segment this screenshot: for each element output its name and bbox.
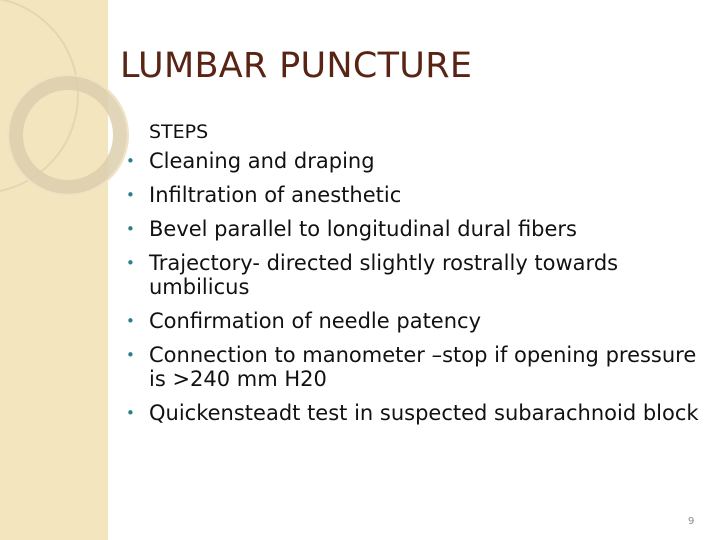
slide-title: LUMBAR PUNCTURE: [120, 46, 473, 86]
bullet-dot-icon: •: [126, 152, 135, 170]
bullet-dot-icon: •: [126, 186, 135, 204]
bullet-text: Connection to manometer –stop if opening pressure is >240 mm H20: [149, 343, 697, 391]
bullet-list: [126, 149, 706, 425]
page-number: 9: [688, 516, 695, 527]
bullet-dot-icon: •: [126, 254, 135, 272]
bullet-dot-icon: •: [126, 346, 135, 364]
bullet-text: Trajectory- directed slightly rostrally towards umbilicus: [149, 251, 619, 299]
bullet-dot-icon: •: [126, 312, 135, 330]
bullet-item: [126, 217, 706, 241]
bullet-text: Confirmation of needle patency: [149, 309, 482, 333]
bullet-item: [126, 183, 706, 207]
section-subheading: STEPS: [149, 121, 209, 143]
bullet-dot-icon: •: [126, 220, 135, 238]
bullet-text: Infiltration of anesthetic: [149, 183, 402, 207]
bullet-dot-icon: •: [126, 404, 135, 422]
bullet-text: Quickensteadt test in suspected subarachnoid block: [149, 401, 699, 425]
left-decorative-band: [0, 0, 108, 540]
bullet-item: [126, 149, 706, 173]
bullet-text: Cleaning and draping: [149, 149, 375, 173]
slide-body: [126, 120, 706, 435]
bullet-item: [126, 251, 706, 299]
bullet-item: [126, 401, 706, 425]
bullet-text: Bevel parallel to longitudinal dural fibers: [149, 217, 577, 241]
bullet-item: [126, 343, 706, 391]
bullet-item: [126, 309, 706, 333]
